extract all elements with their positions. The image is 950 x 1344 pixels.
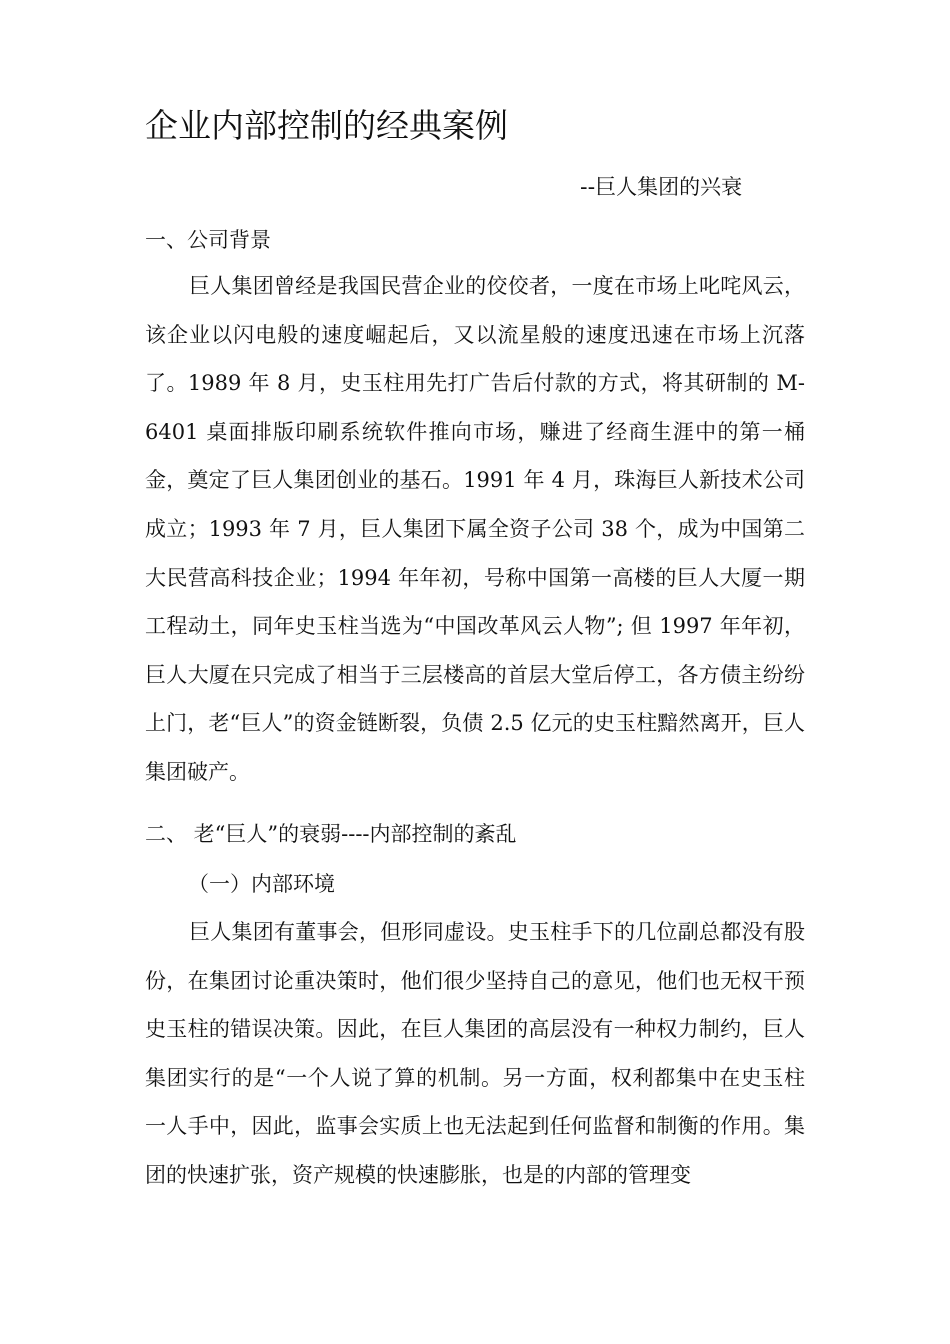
subsection-heading-internal-environment: （一）内部环境	[188, 872, 335, 896]
document-title: 企业内部控制的经典案例	[145, 106, 508, 145]
document-subtitle: --巨人集团的兴衰	[580, 175, 743, 199]
section-heading-internal-control: 二、 老“巨人”的衰弱----内部控制的紊乱	[145, 822, 517, 846]
section-heading-background: 一、公司背景	[145, 228, 271, 252]
paragraph-background: 巨人集团曾经是我国民营企业的佼佼者，一度在市场上叱咤风云，该企业以闪电般的速度崛起后，又以流星般的速度迅速在市场上沉落了。1989 年 8 月，史玉柱用先打广告后付款的方式，将其研制的 M-6401 桌面排版印刷系统软件推向市场，赚进了经商生涯中的第一桶金，奠定了巨人集团创业的基石。1991 年 4 月，珠海巨人新技术公司成立；1993 年 7 月，巨人集团下属全资子公司 38 个，成为中国第二大民营高科技企业；1994 年年初，号称中国第一高楼的巨人大厦一期工程动土，同年史玉柱当选为“中国改革风云人物”; 但 1997 年年初，巨人大厦在只完成了相当于三层楼高的首层大堂后停工，各方债主纷纷上门，老“巨人”的资金链断裂，负债 2.5 亿元的史玉柱黯然离开，巨人集团破产。	[145, 274, 805, 784]
paragraph-internal-environment: 巨人集团有董事会，但形同虚设。史玉柱手下的几位副总都没有股份，在集团讨论重决策时，他们很少坚持自己的意见，他们也无权干预史玉柱的错误决策。因此，在巨人集团的高层没有一种权力制约，巨人集团实行的是“一个人说了算的机制。另一方面，权利都集中在史玉柱一人手中，因此，监事会实质上也无法起到任何监督和制衡的作用。集团的快速扩张，资产规模的快速膨胀，也是的内部的管理变	[145, 920, 805, 1187]
